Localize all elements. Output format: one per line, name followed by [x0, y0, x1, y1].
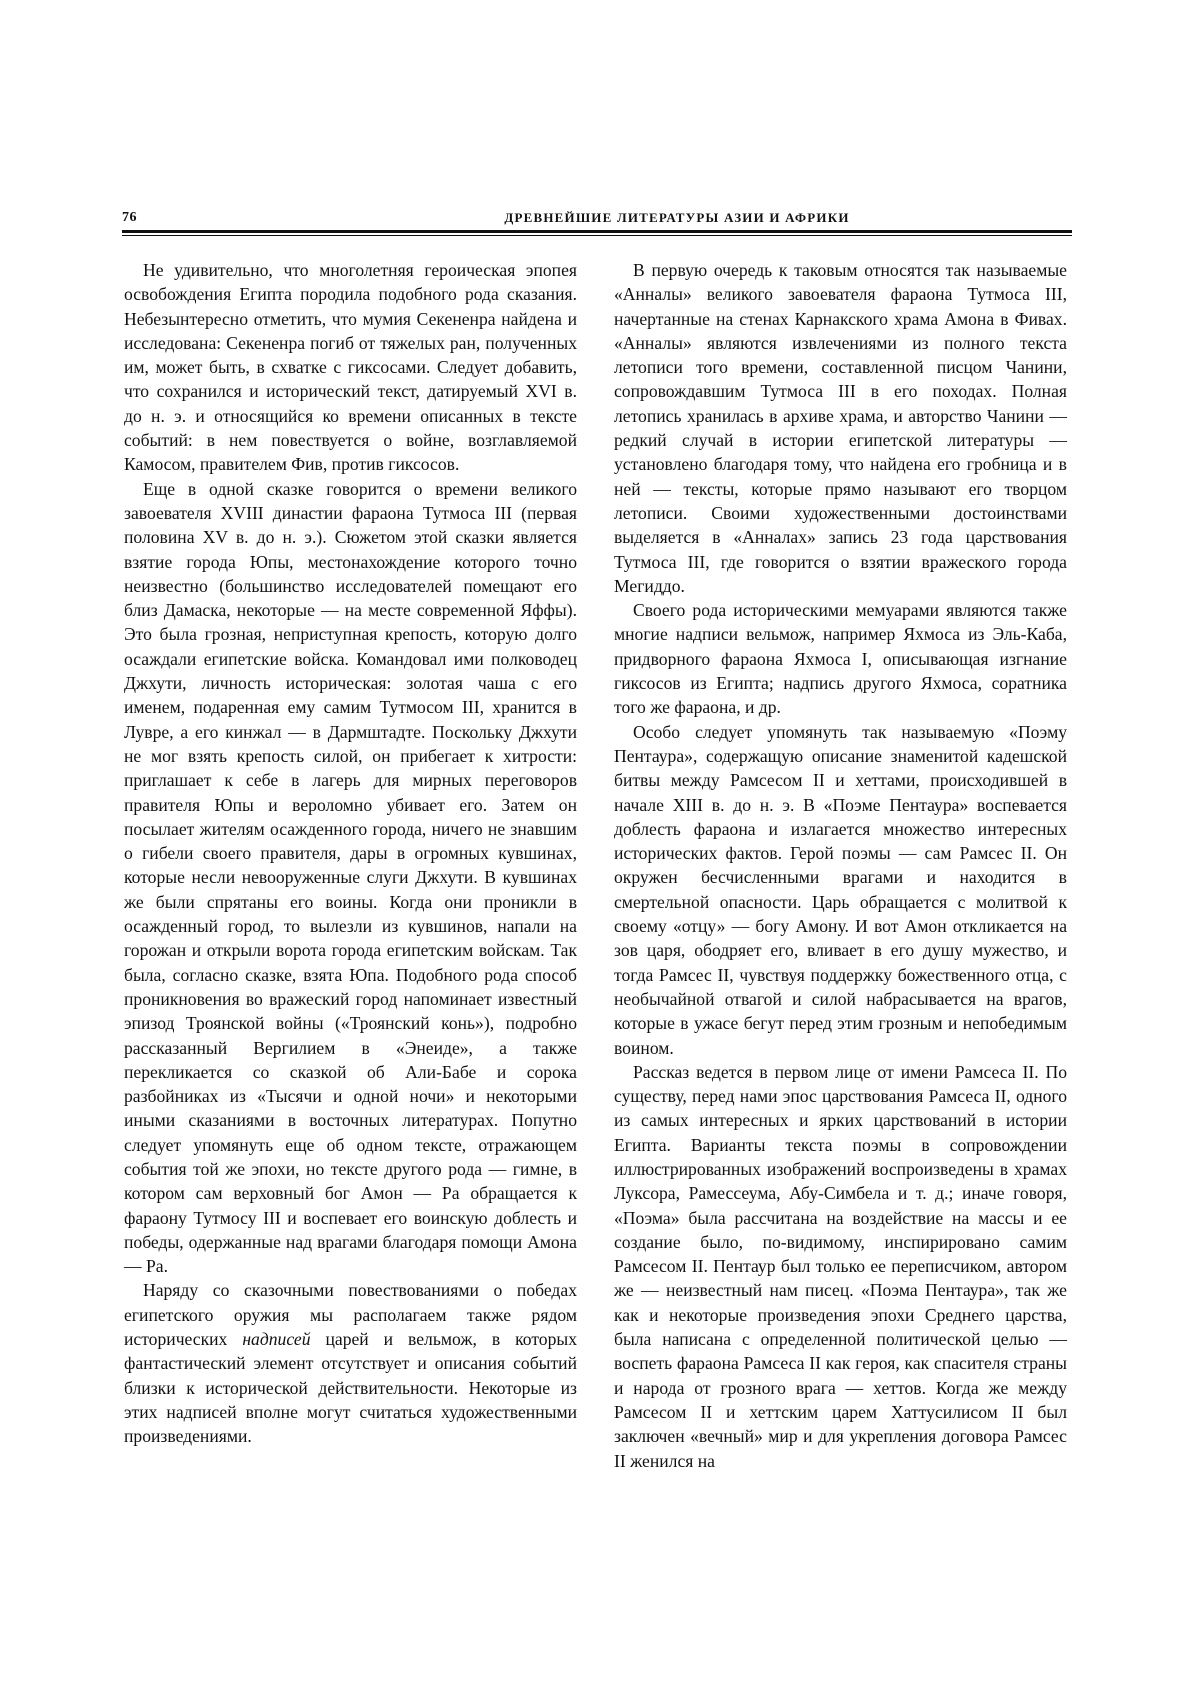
paragraph: В первую очередь к таковым относятся так называемые «Анналы» великого завоевателя фараона Тутмоса III, начертанные на стенах Карнакского храма Амона в Фивах. «Анналы» являются извлечениями из полного текста летописи того времени, составленной писцом Чанини, сопровождавшим Тутмоса III в его походах. Полная летопись хранилась в архиве храма, и авторство Чанини — редкий случай в истории египетской литературы — установлено благодаря тому, что найдена его гробница и в ней — тексты, которые прямо называют его творцом летописи. Своими художественными достоинствами выделяется в «Анналах» запись 23 года царствования Тутмоса III, где говорится о взятии вражеского города Мегиддо.: [614, 260, 1067, 596]
running-title: ДРЕВНЕЙШИЕ ЛИТЕРАТУРЫ АЗИИ И АФРИКИ: [504, 210, 850, 225]
page-header: [122, 210, 1072, 232]
paragraph: Своего рода историческими мемуарами являются также многие надписи вельмож, например Яхмоса из Эль-Каба, придворного фараона Яхмоса I, описывающая изгнание гиксосов из Египта; надпись другого Яхмоса, соратника того же фараона, и др.: [614, 600, 1067, 718]
paragraph: Рассказ ведется в первом лице от имени Рамсеса II. По существу, перед нами эпос царствования Рамсеса II, одного из самых интересных и ярких царствований в истории Египта. Варианты текста поэмы в сопровождении иллюстрированных изображений воспроизведены в храмах Луксора, Рамессеума, Абу-Симбела и т. д.; иначе говоря, «Поэма» была рассчитана на воздействие на массы и ее создание было, по-видимому, инспирировано самим Рамсесом II. Пентаур был только ее переписчиком, автором же — неизвестный нам писец. «Поэма Пентаура», так же как и некоторые произведения эпохи Среднего царства, была написана с определенной политической целью — воспеть фараона Рамсеса II как героя, как спасителя страны и народа от грозного врага — хеттов. Когда же между Рамсесом II и хеттским царем Хаттусилисом II был заключен «вечный» мир и для укрепления договора Рамсес II женился на: [614, 1061, 1067, 1471]
right-column: [614, 258, 1067, 1473]
paragraph-text: царей и вельмож, в которых фантастический элемент отсутствует и описания событий близки к исторической действительности. Некоторые из этих надписей вполне могут считаться художественными произведениями.: [124, 1329, 577, 1447]
paragraph: [124, 1278, 577, 1448]
page-number: 76: [122, 210, 137, 225]
left-column: [124, 258, 577, 1449]
italic-term: надписей: [242, 1329, 311, 1350]
paragraph: Особо следует упомянуть так называемую «Поэму Пентаура», содержащую описание знаменитой кадешской битвы между Рамсесом II и хеттами, происходившей в начале XIII в. до н. э. В «Поэме Пентаура» воспевается доблесть фараона и излагается множество интересных исторических фактов. Герой поэмы — сам Рамсес II. Он окружен бесчисленными врагами и находится в смертельной опасности. Царь обращается с молитвой к своему «отцу» — богу Амону. И вот Амон откликается на зов царя, ободряет его, вливает в его душу мужество, и тогда Рамсес II, чувствуя поддержку божественного отца, с необычайной отвагой и силой набрасывается на врагов, которые в ужасе бегут перед этим грозным и непобедимым воином.: [614, 721, 1067, 1058]
paragraph: Не удивительно, что многолетняя героическая эпопея освобождения Египта породила подобного рода сказания. Небезынтересно отметить, что мумия Секененра найдена и исследована: Секененра погиб от тяжелых ран, полученных им, может быть, в схватке с гиксосами. Следует добавить, что сохранился и исторический текст, датируемый XVI в. до н. э. и относящийся ко времени описанных в тексте событий: в нем повествуется о войне, возглавляемой Камосом, правителем Фив, против гиксосов.: [124, 260, 577, 475]
header-rule-thin: [122, 235, 1072, 236]
header-rule-thick: [122, 230, 1072, 233]
paragraph-text: Наряду со сказочными повествованиями о победах египетского оружия мы располагаем также рядом исторических: [124, 1280, 577, 1350]
paragraph: Еще в одной сказке говорится о времени великого завоевателя XVIII династии фараона Тутмоса III (первая половина XV в. до н. э.). Сюжетом этой сказки является взятие города Юпы, местонахождение которого точно неизвестно (большинство исследователей помещают его близ Дамаска, некоторые — на месте современной Яффы). Это была грозная, неприступная крепость, которую долго осаждали египетские войска. Командовал ими полководец Джхути, личность историческая: золотая чаша с его именем, подаренная ему самим Тутмосом III, хранится в Лувре, а его кинжал — в Дармштадте. Поскольку Джхути не мог взять крепость силой, он прибегает к хитрости: приглашает к себе в лагерь для мирных переговоров правителя Юпы и вероломно убивает его. Затем он посылает жителям осажденного города, ничего не знавшим о гибели своего правителя, дары в огромных кувшинах, которые несли невооруженные слуги Джхути. В кувшинах же были спрятаны его воины. Когда они проникли в осажденный город, то вылезли из кувшинов, напали на горожан и открыли ворота города египетским войскам. Так была, согласно сказке, взята Юпа. Подобного рода способ проникновения во вражеский город напоминает известный эпизод Троянской войны («Троянский конь»), подробно рассказанный Вергилием в «Энеиде», а также перекликается со сказкой об Али-Бабе и сорока разбойниках из «Тысячи и одной ночи» и некоторыми иными сказаниями в восточных литературах. Попутно следует упомянуть еще об одном тексте, отражающем события той же эпохи, но тексте другого рода — гимне, в котором сам верховный бог Амон — Ра обращается к фараону Тутмосу III и воспевает его воинскую доблесть и победы, одержанные над врагами благодаря помощи Амона — Ра.: [124, 478, 577, 1277]
